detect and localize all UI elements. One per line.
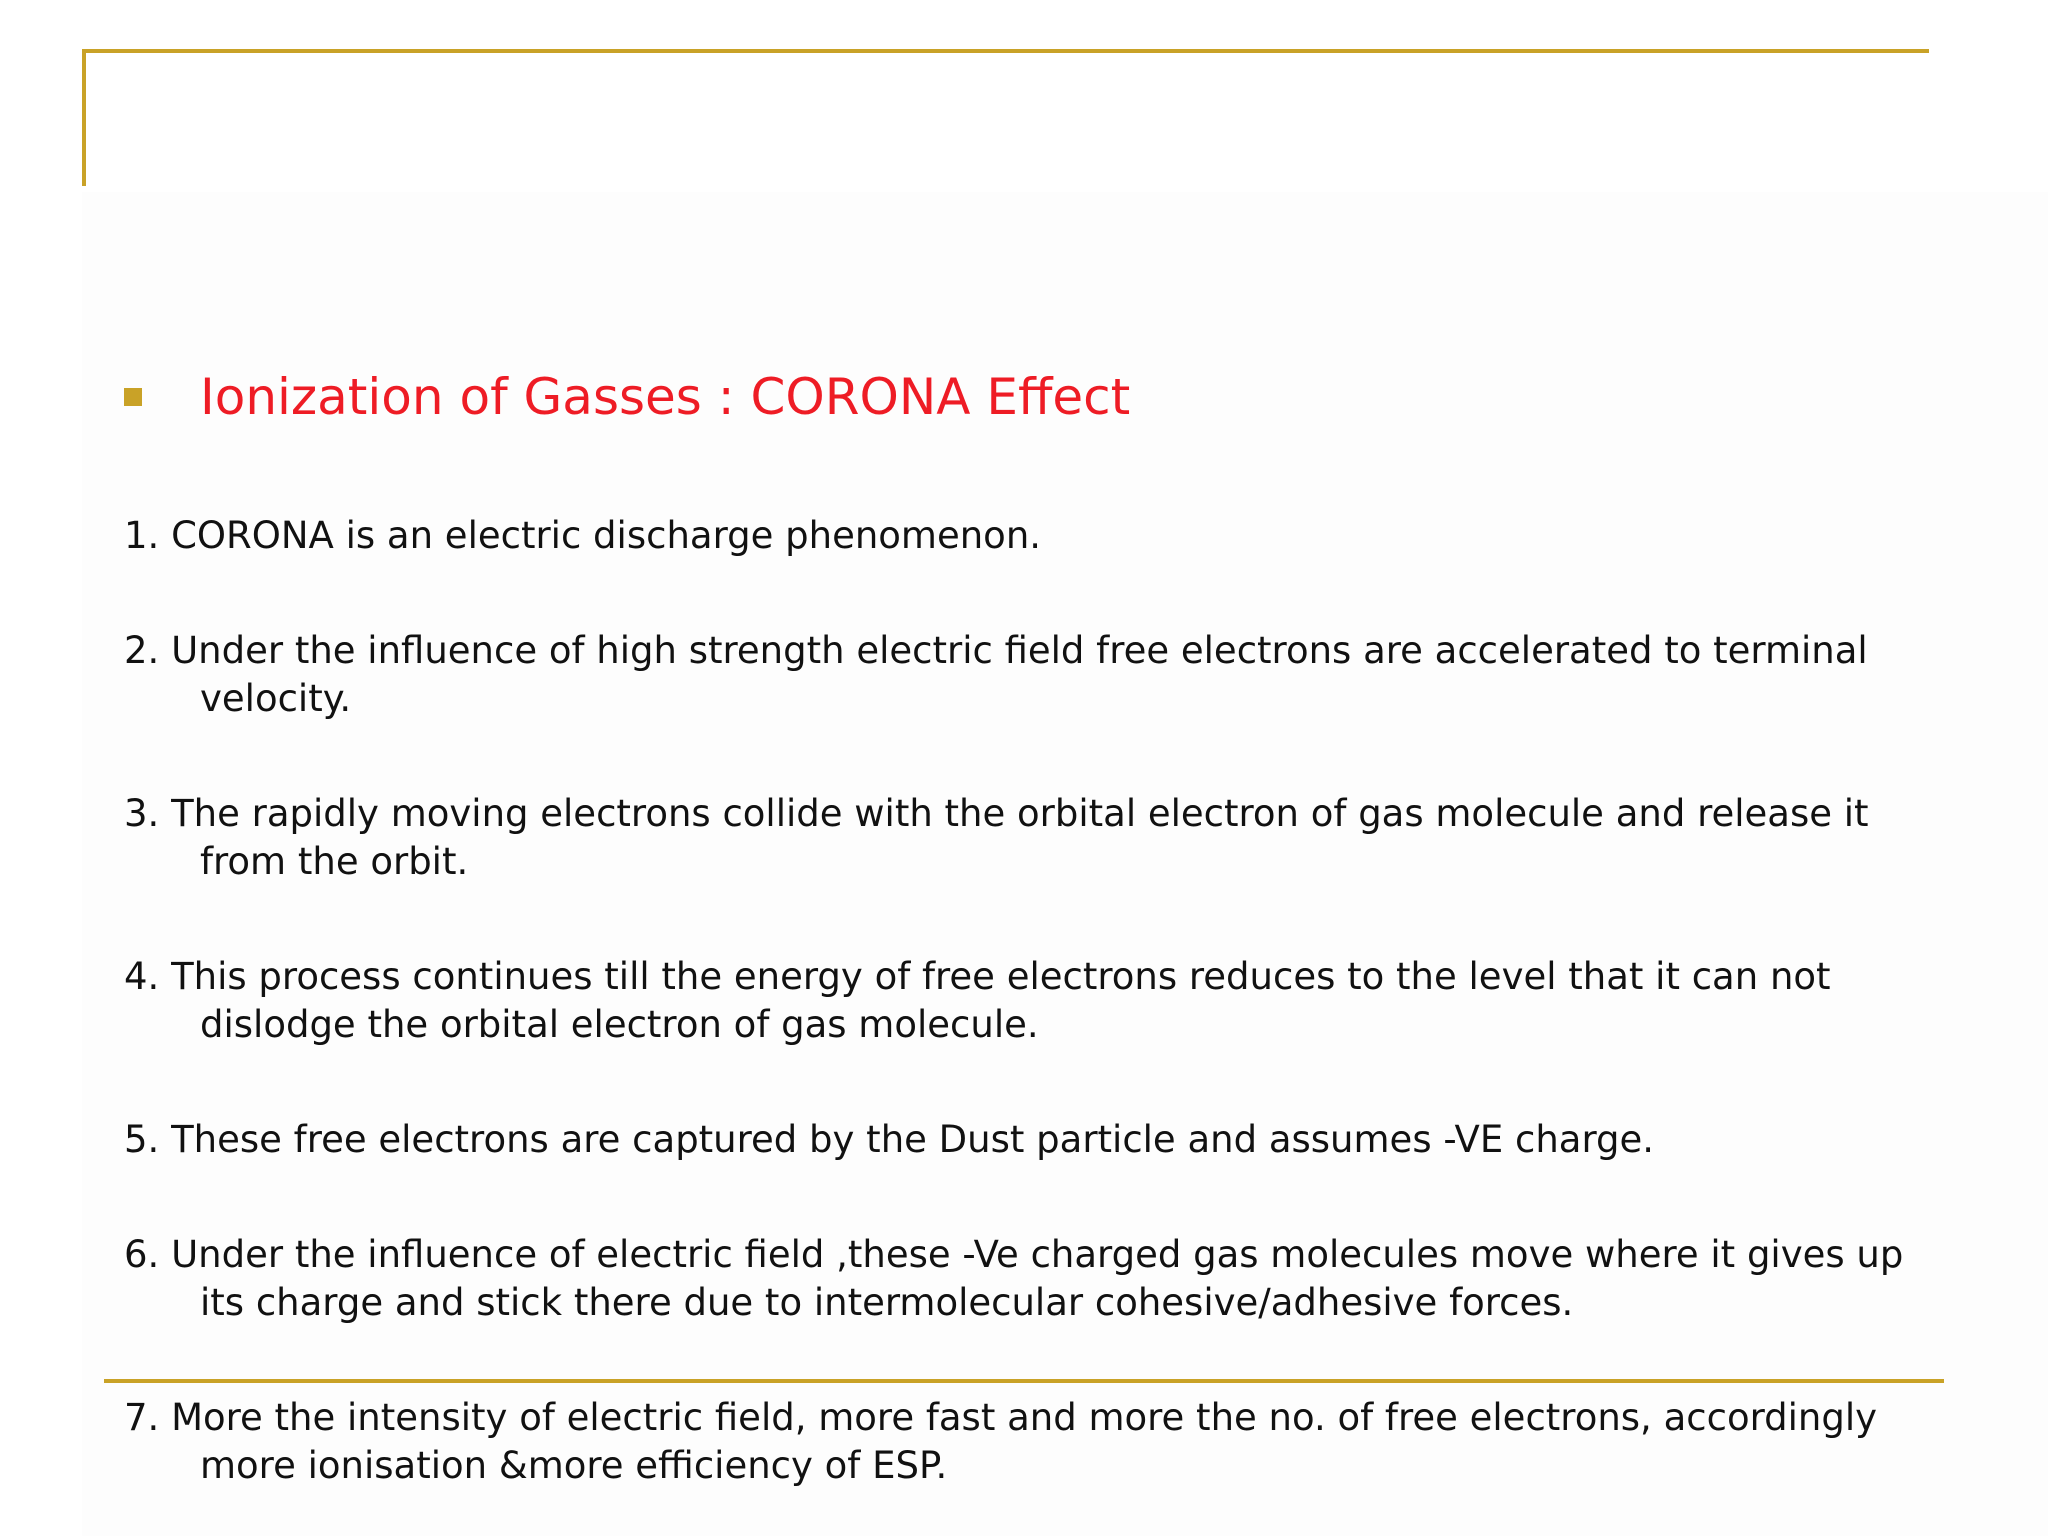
left-divider (82, 49, 86, 186)
point-3: 3. The rapidly moving electrons collide with the orbital electron of gas molecule and release it from the orbit. (124, 792, 1869, 883)
bottom-divider (104, 1379, 1944, 1383)
square-bullet-icon (124, 388, 142, 406)
point-7: 7. More the intensity of electric field, more fast and more the no. of free electrons, accordingly more ionisation &more efficiency of ESP. (124, 1396, 1878, 1487)
point-4: 4. This process continues till the energy of free electrons reduces to the level that it can not dislodge the orbital electron of gas molecule. (124, 955, 1831, 1046)
point-2: 2. Under the influence of high strength electric field free electrons are accelerated to terminal velocity. (124, 629, 1868, 720)
heading-row (124, 362, 1130, 432)
top-divider (82, 49, 1929, 53)
point-6: 6. Under the influence of electric field ,these -Ve charged gas molecules move where it gives up its charge and stick there due to intermolecular cohesive/adhesive forces. (124, 1233, 1904, 1324)
point-1: 1. CORONA is an electric discharge phenomenon. (124, 514, 1042, 557)
slide-heading: Ionization of Gasses : CORONA Effect (200, 368, 1131, 426)
point-5: 5. These free electrons are captured by the Dust particle and assumes -VE charge. (124, 1118, 1655, 1161)
